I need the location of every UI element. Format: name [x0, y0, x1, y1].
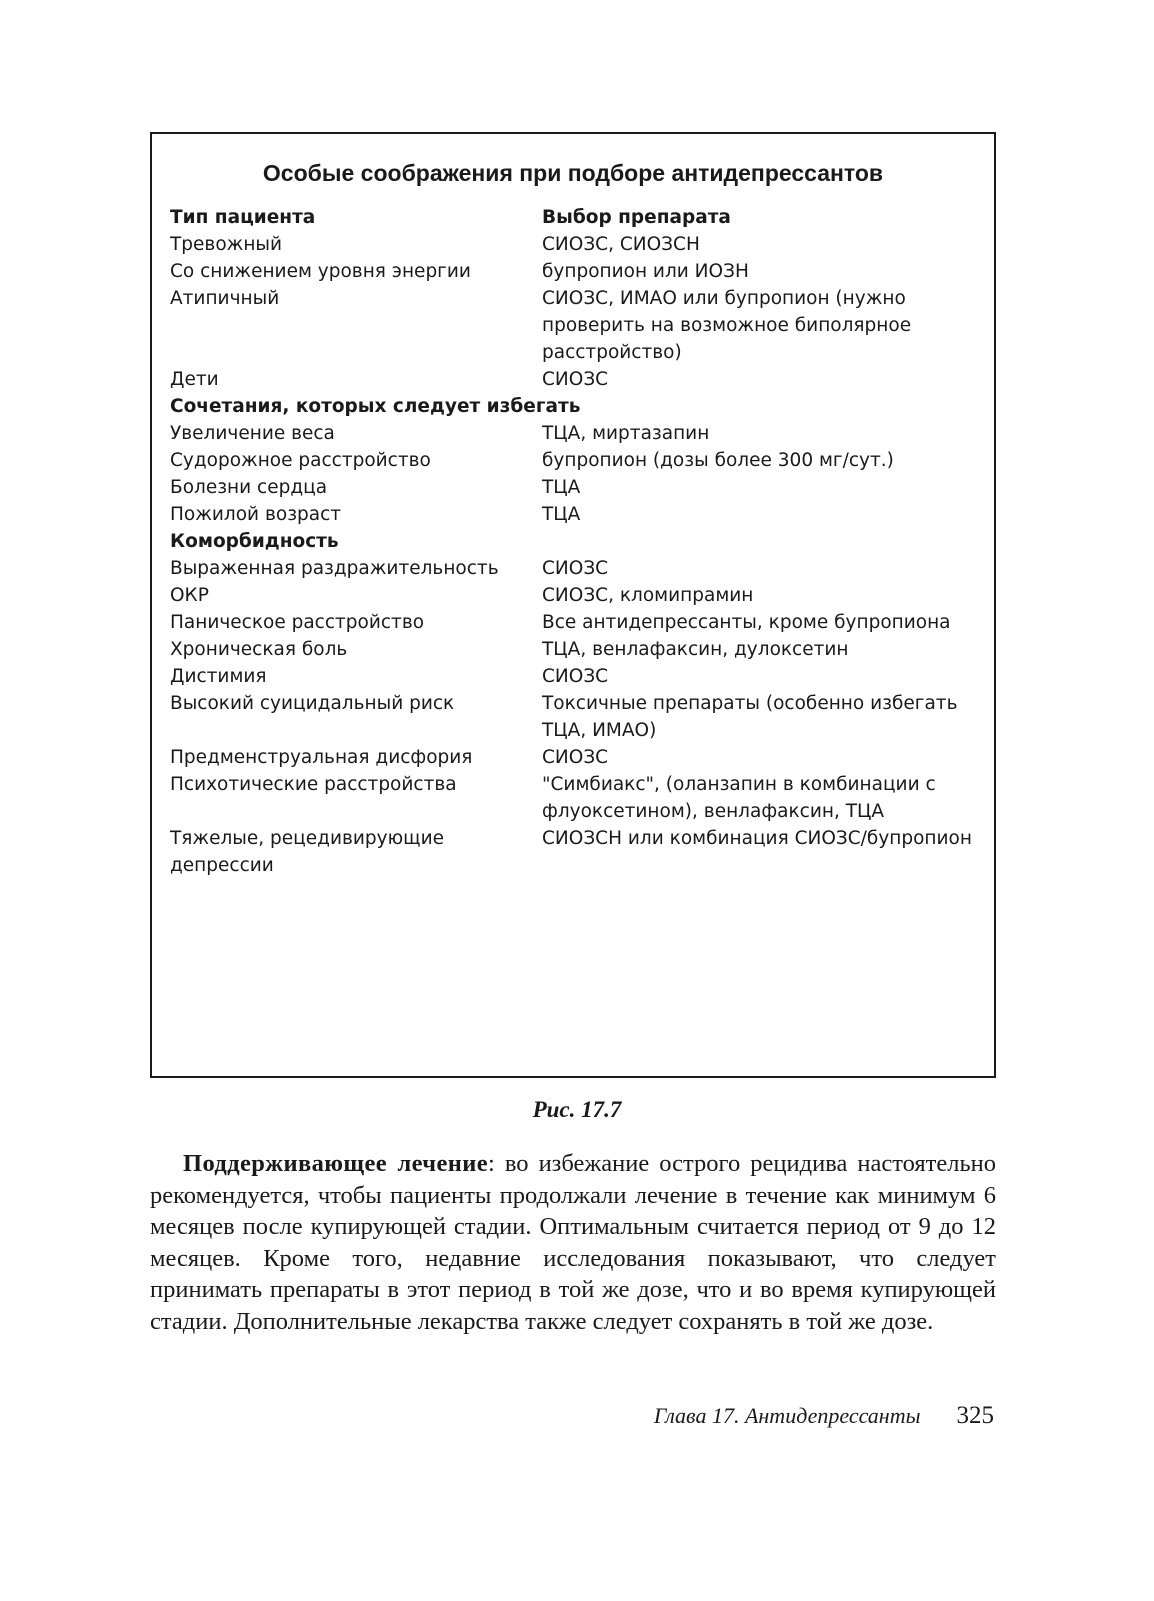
table-row — [170, 771, 984, 825]
table-row — [170, 366, 984, 393]
patient-type-cell: Судорожное расстройство — [170, 450, 431, 471]
table-title: Особые соображения при подборе антидепрессантов — [262, 160, 884, 186]
patient-type-cell: Тип пациента — [170, 207, 316, 228]
chapter-title: Глава 17. Антидепрессанты — [653, 1403, 921, 1428]
table-row — [170, 636, 984, 663]
patient-type-cell: Высокий суицидальный риск — [170, 693, 455, 714]
patient-type-cell: Тревожный — [170, 234, 283, 255]
patient-type-cell: Пожилой возраст — [170, 504, 342, 525]
patient-type-cell: Со снижением уровня энергии — [170, 261, 471, 282]
patient-type-cell: Атипичный — [170, 288, 280, 309]
table-row — [170, 555, 984, 582]
table-section-row — [170, 528, 984, 555]
page-footer — [654, 1402, 994, 1430]
patient-type-cell: Тяжелые, рецедивирующие депрессии — [170, 828, 444, 876]
patient-type-cell: ОКР — [170, 585, 209, 606]
drug-choice-cell: ТЦА — [542, 477, 581, 498]
table-row — [170, 690, 984, 744]
table-row — [170, 744, 984, 771]
drug-choice-cell — [542, 393, 984, 420]
drug-choice-cell: СИОЗС — [542, 666, 609, 687]
drug-choice-cell: бупропион или ИОЗН — [542, 261, 749, 282]
table-row — [170, 420, 984, 447]
drug-choice-cell: СИОЗС — [542, 369, 609, 390]
drug-choice-cell: СИОЗС, СИОЗСН — [542, 234, 700, 255]
table-rows — [170, 204, 984, 879]
drug-choice-cell — [542, 528, 984, 555]
paragraph-lead: Поддерживающее лечение — [183, 1150, 489, 1177]
patient-type-cell: Дистимия — [170, 666, 267, 687]
drug-choice-cell: СИОЗС — [542, 747, 609, 768]
drug-choice-cell: СИОЗС, ИМАО или бупропион (нужно проверить на возможное биполярное расстройство) — [542, 288, 912, 363]
patient-type-cell: Коморбидность — [170, 531, 339, 552]
drug-choice-cell: СИОЗСН или комбинация СИОЗС/бупропион — [542, 828, 972, 849]
patient-type-cell: Хроническая боль — [170, 639, 348, 660]
figure-caption: Рис. 17.7 — [532, 1097, 622, 1122]
patient-type-cell: Паническое расстройство — [170, 612, 425, 633]
patient-type-cell: Психотические расстройства — [170, 774, 457, 795]
patient-type-cell: Предменструальная дисфория — [170, 747, 473, 768]
table-row — [170, 663, 984, 690]
patient-type-cell: Болезни сердца — [170, 477, 328, 498]
table-row — [170, 285, 984, 366]
table-row — [170, 231, 984, 258]
drug-choice-cell: ТЦА, венлафаксин, дулоксетин — [542, 639, 849, 660]
table-row — [170, 474, 984, 501]
drug-choice-cell: Токсичные препараты (особенно избегать ТЦА, ИМАО) — [542, 693, 958, 741]
patient-type-cell: Сочетания, которых следует избегать — [170, 396, 581, 417]
drug-choice-cell: ТЦА — [542, 504, 581, 525]
table-header-row — [170, 204, 984, 231]
body-paragraph — [150, 1148, 996, 1337]
table-row — [170, 447, 984, 474]
patient-type-cell: Выраженная раздражительность — [170, 558, 499, 579]
drug-choice-cell: Выбор препарата — [542, 207, 731, 228]
drug-choice-cell: СИОЗС, кломипрамин — [542, 585, 754, 606]
antidepressant-selection-table — [150, 132, 996, 1078]
table-row — [170, 258, 984, 285]
drug-choice-cell: СИОЗС — [542, 558, 609, 579]
drug-choice-cell: Все антидепрессанты, кроме бупропиона — [542, 612, 951, 633]
table-row — [170, 501, 984, 528]
table-row — [170, 582, 984, 609]
drug-choice-cell: "Симбиакс", (оланзапин в комбинации с флуоксетином), венлафаксин, ТЦА — [542, 774, 936, 822]
table-section-row — [170, 393, 984, 420]
patient-type-cell: Увеличение веса — [170, 423, 335, 444]
page-number: 325 — [956, 1402, 994, 1429]
paragraph-text: : во избежание острого рецидива настоятельно рекомендуется, чтобы пациенты продолжали лечение в течение как минимум 6 месяцев после купирующей стадии. Оптимальным считается период от 9 до 12 месяцев. Кроме того, недавние исследования показывают, что следует принимать препараты в этот период в той же дозе, что и во время купирующей стадии. Дополнительные лекарства также следует сохранять в той же дозе. — [150, 1150, 996, 1335]
drug-choice-cell: бупропион (дозы более 300 мг/сут.) — [542, 450, 894, 471]
drug-choice-cell: ТЦА, миртазапин — [542, 423, 710, 444]
table-row — [170, 609, 984, 636]
patient-type-cell: Дети — [170, 369, 219, 390]
table-row — [170, 825, 984, 879]
